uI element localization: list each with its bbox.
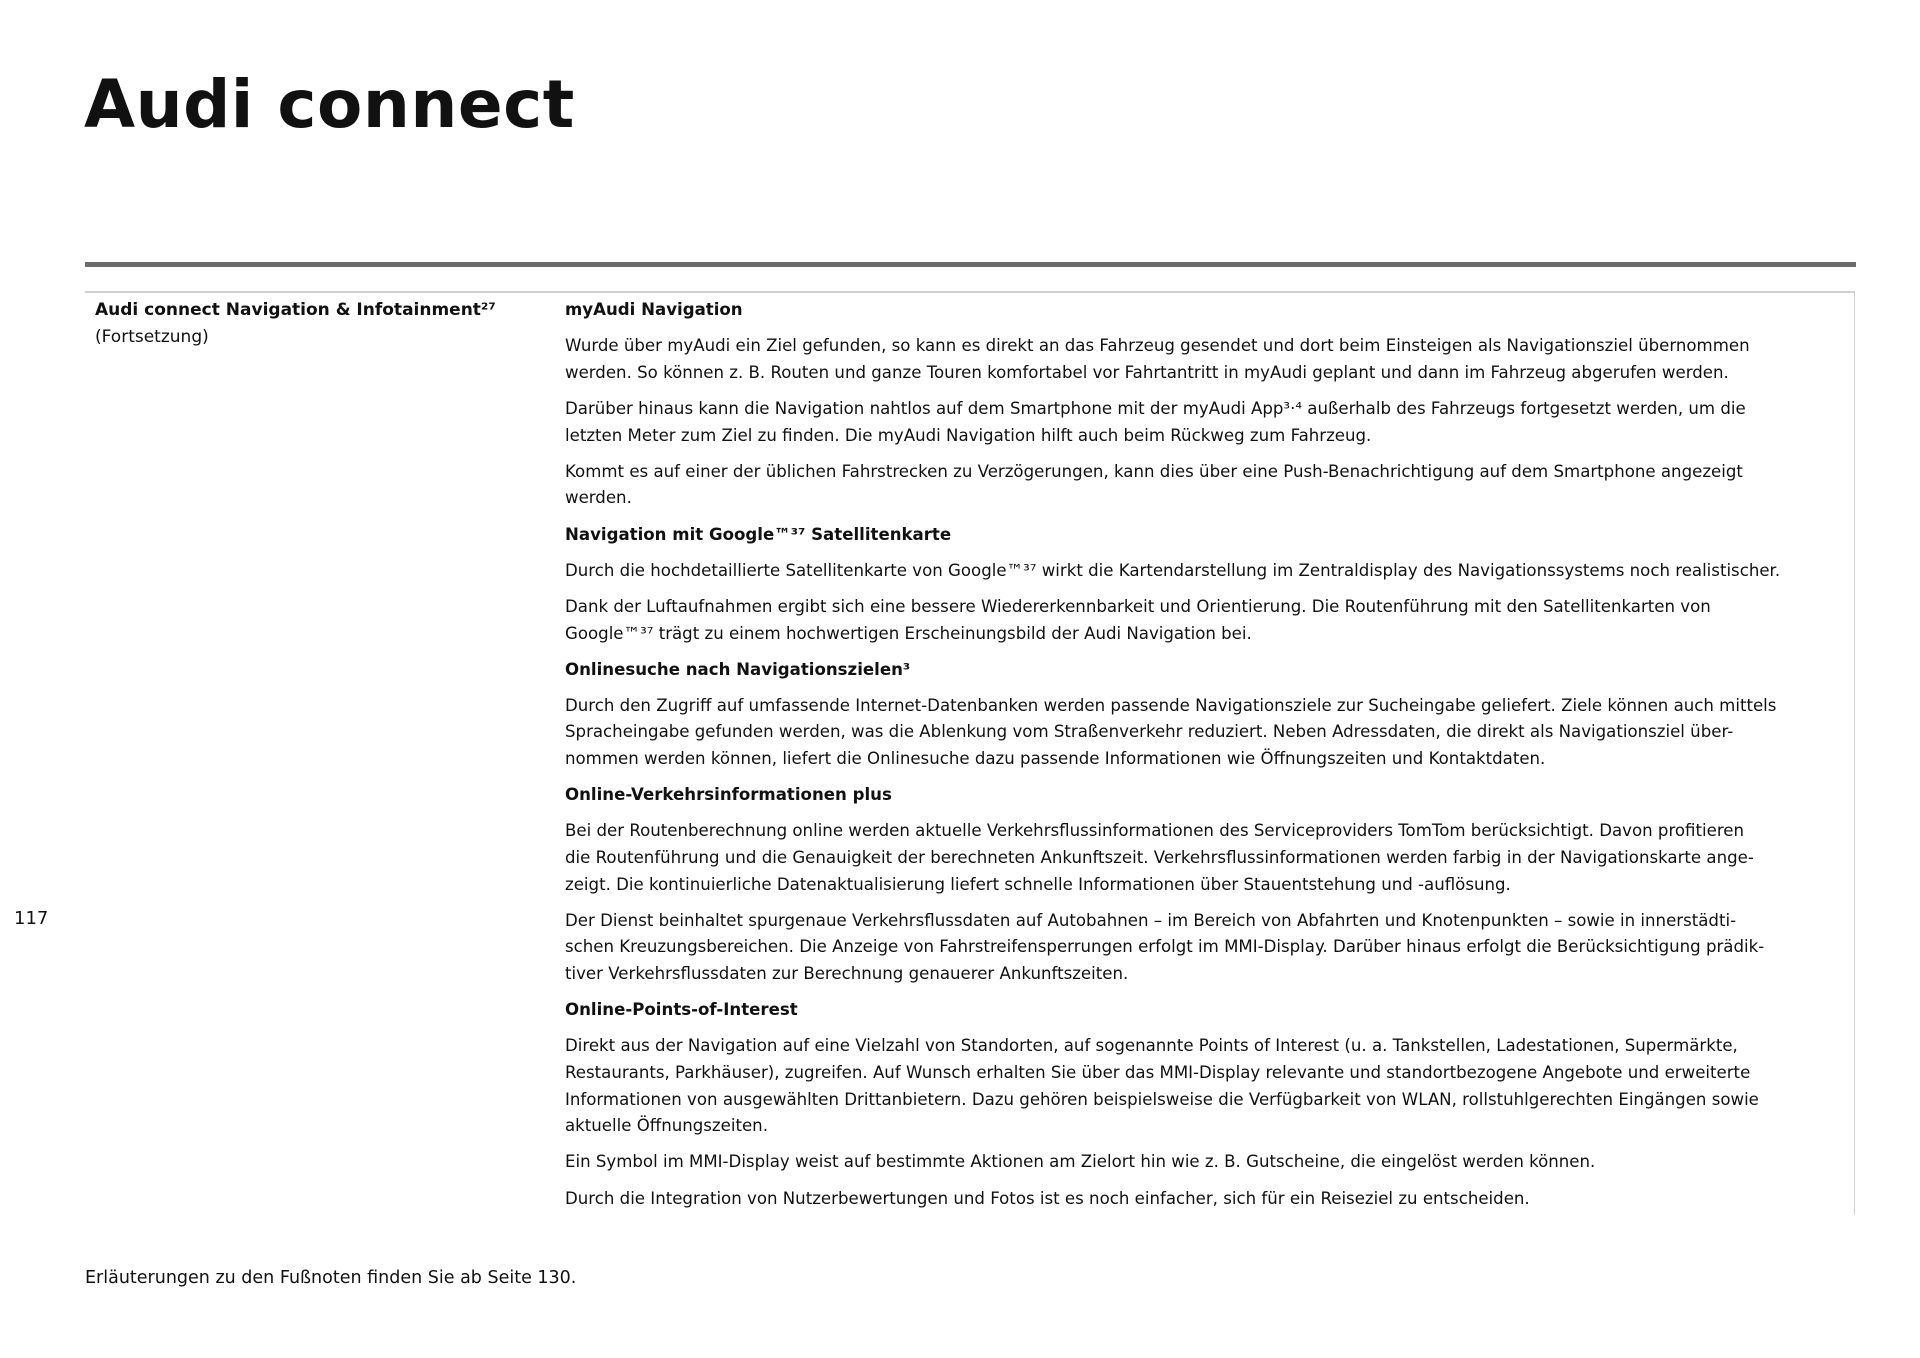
text-line: Kommt es auf einer der üblichen Fahrstrecken zu Verzögerungen, kann dies über eine Push-Benachrichtigung auf dem Smartphone angezeigt xyxy=(565,461,1743,481)
text-line: werden. xyxy=(565,488,632,508)
text-line: Direkt aus der Navigation auf eine Vielzahl von Standorten, auf sogenannte Points of Interest (u. a. Tankstellen, Ladestationen, Supermärkte, xyxy=(565,1036,1738,1056)
feature-table xyxy=(85,291,1855,1215)
text-line: Darüber hinaus kann die Navigation nahtlos auf dem Smartphone mit der myAudi App³·⁴ außerhalb des Fahrzeugs fortgesetzt werden, um die xyxy=(565,398,1746,418)
section-heading xyxy=(565,782,1780,809)
section-divider xyxy=(85,262,1856,267)
paragraph xyxy=(565,818,1780,898)
text-line: Wurde über myAudi ein Ziel gefunden, so kann es direkt an das Fahrzeug gesendet und dort beim Einsteigen als Navigationsziel übernommen xyxy=(565,336,1750,356)
section-heading xyxy=(565,997,1780,1024)
section-heading xyxy=(565,297,1780,324)
text-line: tiver Verkehrsflussdaten zur Berechnung genauerer Ankunftszeiten. xyxy=(565,964,1129,983)
text-line: nommen werden können, liefert die Onlinesuche dazu passende Informationen wie Öffnungszeiten und Kontaktdaten. xyxy=(565,749,1546,769)
text-line: Dank der Luftaufnahmen ergibt sich eine bessere Wiedererkennbarkeit und Orientierung. Die Routenführung mit den Satellitenkarten von xyxy=(565,596,1711,616)
text-line: schen Kreuzungsbereichen. Die Anzeige von Fahrstreifensperrungen erfolgt im MMI-Display. Darüber hinaus erfolgt die Berücksichtigung prädik- xyxy=(565,937,1765,957)
paragraph xyxy=(565,1186,1780,1213)
feature-name: Audi connect Navigation & Infotainment²⁷ xyxy=(95,300,496,320)
text-line: Durch den Zugriff auf umfassende Internet-Datenbanken werden passende Navigationsziele zur Sucheingabe geliefert. Ziele können auch mittels xyxy=(565,695,1777,715)
text-line: Informationen von ausgewählten Drittanbietern. Dazu gehören beispielsweise die Verfügbarkeit von WLAN, rollstuhlgerechten Eingängen sowie xyxy=(565,1089,1759,1109)
paragraph xyxy=(565,333,1780,386)
feature-continuation-note: (Fortsetzung) xyxy=(95,326,209,347)
text-line: Online-Verkehrsinformationen plus xyxy=(565,785,892,805)
page-number: 117 xyxy=(14,908,49,929)
feature-name-cell xyxy=(95,297,496,350)
text-line: Durch die Integration von Nutzerbewertungen und Fotos ist es noch einfacher, sich für ein Reiseziel zu entscheiden. xyxy=(565,1188,1530,1208)
paragraph xyxy=(565,693,1780,773)
text-line: Spracheingabe gefunden werden, was die Ablenkung vom Straßenverkehr reduziert. Neben Adressdaten, die direkt als Navigationsziel über- xyxy=(565,722,1734,742)
paragraph xyxy=(565,1033,1780,1139)
paragraph xyxy=(565,396,1780,449)
text-line: Ein Symbol im MMI-Display weist auf bestimmte Aktionen am Zielort hin wie z. B. Gutscheine, die eingelöst werden können. xyxy=(565,1152,1596,1172)
text-line: Der Dienst beinhaltet spurgenaue Verkehrsflussdaten auf Autobahnen – im Bereich von Abfahrten und Knotenpunkten – sowie in innerstädti- xyxy=(565,910,1737,930)
text-line: Bei der Routenberechnung online werden aktuelle Verkehrsflussinformationen des Serviceproviders TomTom berücksichtigt. Davon profitieren xyxy=(565,821,1745,841)
text-line: myAudi Navigation xyxy=(565,300,743,319)
paragraph xyxy=(565,594,1780,647)
text-line: Onlinesuche nach Navigationszielen³ xyxy=(565,659,911,679)
paragraph xyxy=(565,908,1780,988)
text-line: aktuelle Öffnungszeiten. xyxy=(565,1116,768,1136)
text-line: zeigt. Die kontinuierliche Datenaktualisierung liefert schnelle Informationen über Stauentstehung und -auflösung. xyxy=(565,874,1511,894)
feature-description-cell xyxy=(565,297,1780,1222)
text-line: letzten Meter zum Ziel zu finden. Die myAudi Navigation hilft auch beim Rückweg zum Fahrzeug. xyxy=(565,425,1372,445)
text-line: Durch die hochdetaillierte Satellitenkarte von Google™³⁷ wirkt die Kartendarstellung im Zentraldisplay des Navigationssystems noch realistischer. xyxy=(565,560,1781,580)
paragraph xyxy=(565,558,1780,585)
paragraph xyxy=(565,459,1780,512)
footnote-reference: Erläuterungen zu den Fußnoten finden Sie ab Seite 130. xyxy=(85,1268,577,1288)
paragraph xyxy=(565,1149,1780,1176)
text-line: die Routenführung und die Genauigkeit der berechneten Ankunftszeit. Verkehrsflussinformationen werden farbig in der Navigationskarte ange- xyxy=(565,848,1754,868)
text-line: Restaurants, Parkhäuser), zugreifen. Auf Wunsch erhalten Sie über das MMI-Display relevante und standortbezogene Angebote und erweiterte xyxy=(565,1062,1751,1082)
section-heading xyxy=(565,657,1780,684)
page-title: Audi connect xyxy=(84,66,575,143)
text-line: werden. So können z. B. Routen und ganze Touren komfortabel vor Fahrtantritt in myAudi geplant und dann im Fahrzeug abgerufen werden. xyxy=(565,362,1729,382)
text-line: Navigation mit Google™³⁷ Satellitenkarte xyxy=(565,524,952,544)
text-line: Google™³⁷ trägt zu einem hochwertigen Erscheinungsbild der Audi Navigation bei. xyxy=(565,623,1252,643)
section-heading xyxy=(565,522,1780,549)
text-line: Online-Points-of-Interest xyxy=(565,1000,798,1020)
